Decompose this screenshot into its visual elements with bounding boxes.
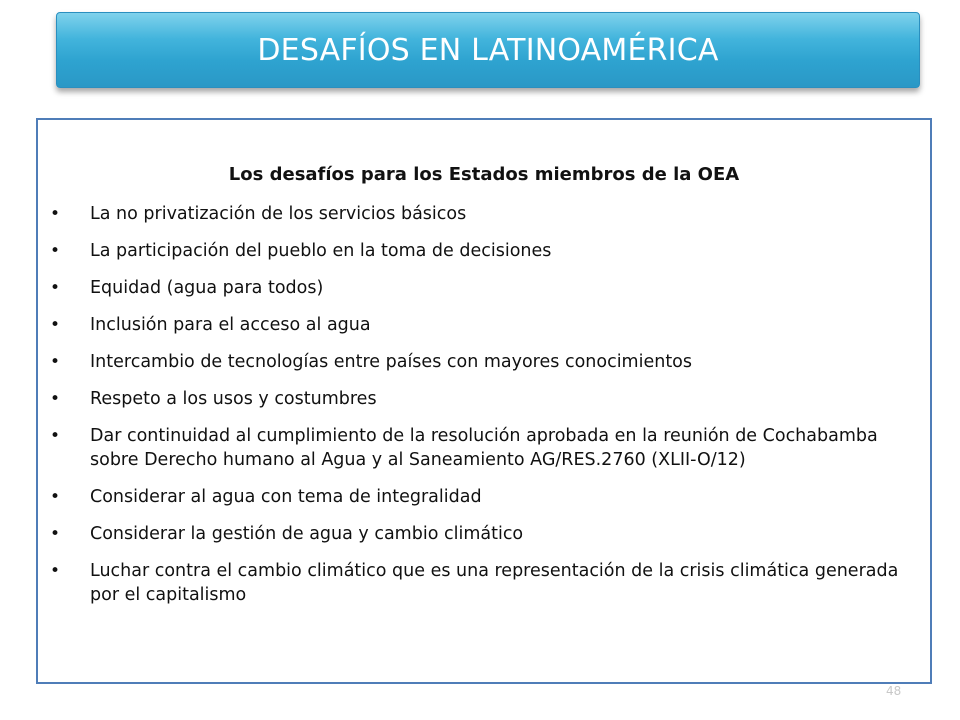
list-item-text: Respeto a los usos y costumbres xyxy=(90,389,377,409)
bullet-icon: • xyxy=(50,204,61,224)
list-item xyxy=(38,485,918,509)
page-number: 48 xyxy=(886,684,902,698)
list-item-text: La participación del pueblo en la toma de decisiones xyxy=(90,241,552,261)
bullet-icon: • xyxy=(50,487,61,507)
list-item xyxy=(38,276,918,300)
bullet-icon: • xyxy=(50,278,61,298)
list-item xyxy=(38,522,918,546)
list-item-text: Considerar al agua con tema de integralidad xyxy=(90,487,482,507)
list-item xyxy=(38,202,918,226)
list-item xyxy=(38,559,918,607)
bullet-icon: • xyxy=(50,389,61,409)
list-item xyxy=(38,239,918,263)
list-item-text: Dar continuidad al cumplimiento de la resolución aprobada en la reunión de Cochabamba sobre Derecho humano al Agua y al Saneamiento AG/RES.2760 (XLII-O/12) xyxy=(90,426,878,470)
bullet-icon: • xyxy=(50,315,61,335)
bullet-list xyxy=(38,202,918,620)
list-item xyxy=(38,387,918,411)
content-box xyxy=(36,118,932,684)
bullet-icon: • xyxy=(50,352,61,372)
list-item-text: Inclusión para el acceso al agua xyxy=(90,315,371,335)
bullet-icon: • xyxy=(50,561,61,581)
list-item xyxy=(38,424,918,472)
title-banner xyxy=(56,12,920,88)
list-item-text: Intercambio de tecnologías entre países con mayores conocimientos xyxy=(90,352,693,372)
slide-title: DESAFÍOS EN LATINOAMÉRICA xyxy=(257,32,719,68)
list-item-text: Luchar contra el cambio climático que es una representación de la crisis climática generada por el capitalismo xyxy=(90,561,899,605)
list-item xyxy=(38,350,918,374)
content-heading: Los desafíos para los Estados miembros de la OEA xyxy=(228,164,740,185)
list-item-text: La no privatización de los servicios básicos xyxy=(90,204,467,224)
bullet-icon: • xyxy=(50,241,61,261)
bullet-icon: • xyxy=(50,524,61,544)
list-item-text: Equidad (agua para todos) xyxy=(90,278,324,298)
bullet-icon: • xyxy=(50,426,61,446)
list-item xyxy=(38,313,918,337)
list-item-text: Considerar la gestión de agua y cambio climático xyxy=(90,524,524,544)
